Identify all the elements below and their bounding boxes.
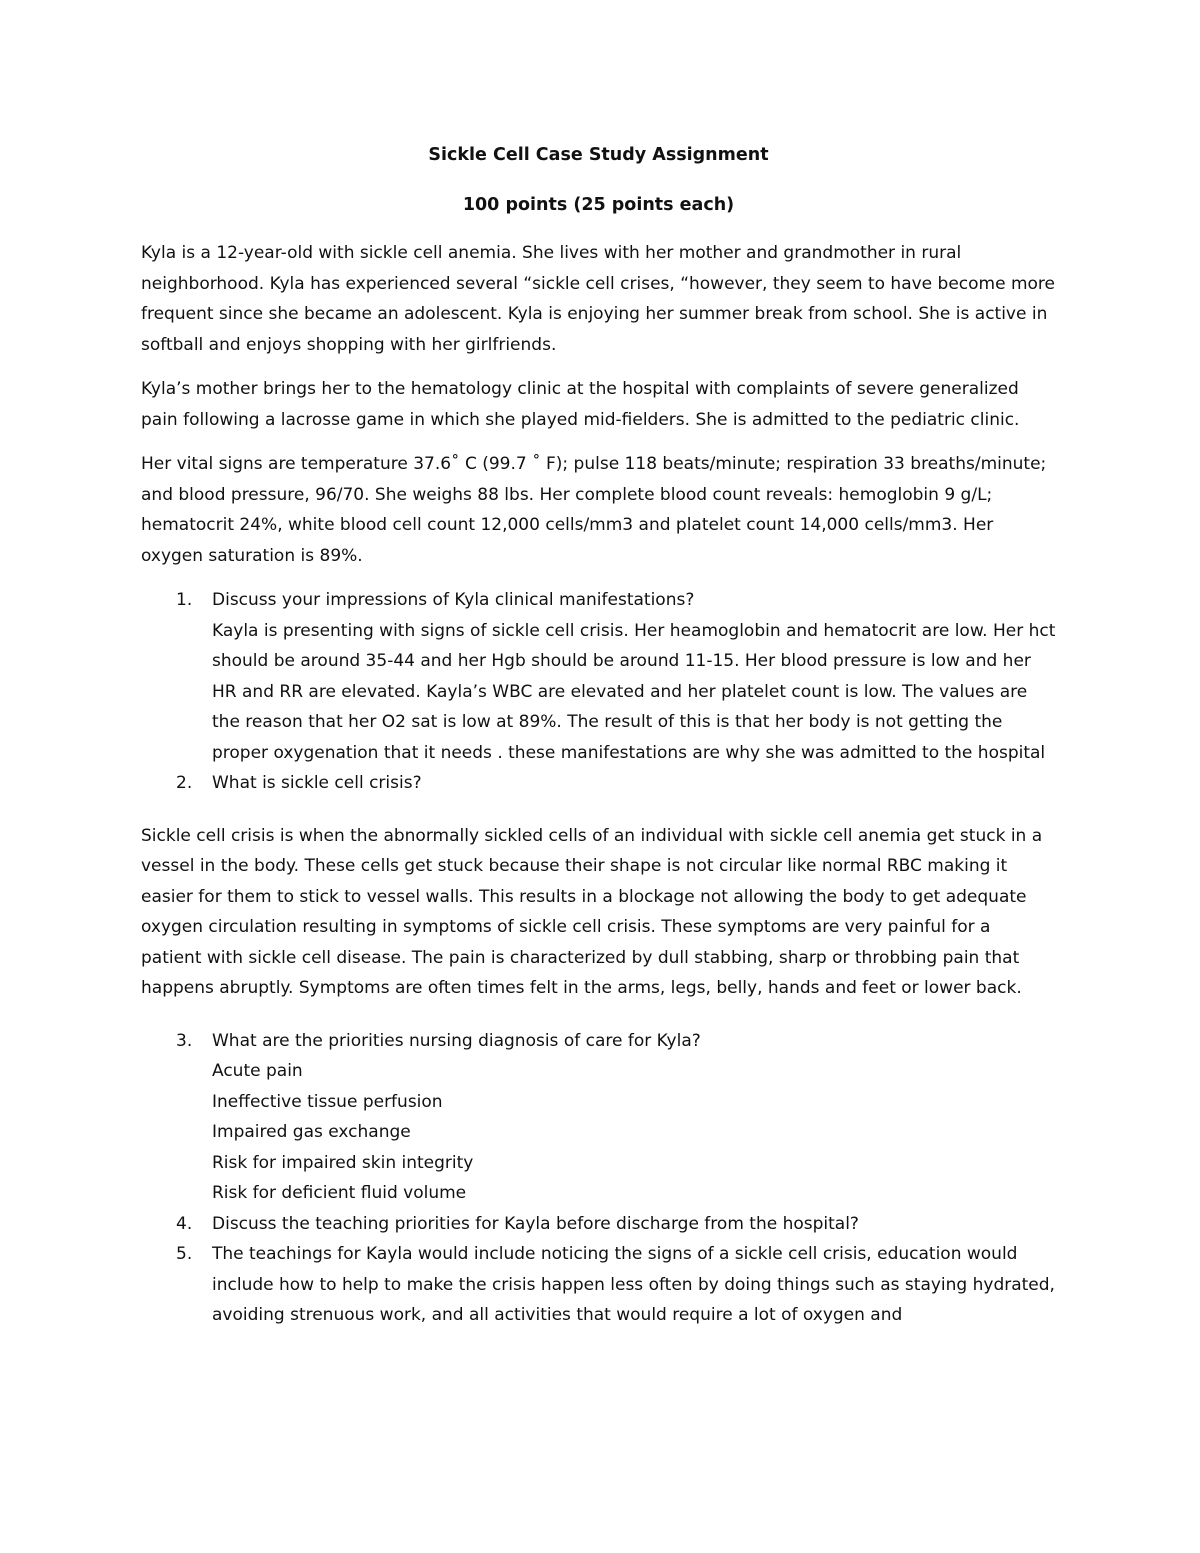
diagnosis-item: Impaired gas exchange [212,1122,411,1142]
answer-1: Kayla is presenting with signs of sickle cell crisis. Her heamoglobin and hematocrit are low. Her hct should be around 35-44 and her Hgb should be around 11-15. Her blood pressure is low and her HR and RR are elevated. Kayla’s WBC are elevated and her platelet count is low. The values are the reason that her O2 sat is low at 89%. The result of this is that her body is not getting the proper oxygenation that it needs . these manifestations are why she was admitted to the hospital [212,620,1056,763]
question-1-text: Discuss your impressions of Kyla clinical manifestations? [212,590,695,610]
question-3 [141,1026,1056,1057]
answer-2: Sickle cell crisis is when the abnormally sickled cells of an individual with sickle cell anemia get stuck in a vessel in the body. These cells get stuck because their shape is not circular like normal RBC making it easier for them to stick to vessel walls. This results in a blockage not allowing the body to get adequate oxygen circulation resulting in symptoms of sickle cell crisis. These symptoms are very painful for a patient with sickle cell disease. The pain is characterized by dull stabbing, sharp or throbbing pain that happens abruptly. Symptoms are often times felt in the arms, legs, belly, hands and feet or lower back. [141,825,1043,998]
question-4 [141,1209,1056,1240]
question-list-1 [141,585,1056,799]
intro-paragraph-2: Kyla’s mother brings her to the hematology clinic at the hospital with complaints of severe generalized pain following a lacrosse game in which she played mid-fielders. She is admitted to the pediatric clinic. [141,379,1020,430]
diagnosis-item: Risk for deficient fluid volume [212,1183,467,1203]
intro-paragraph-1: Kyla is a 12-year-old with sickle cell anemia. She lives with her mother and grandmother in rural neighborhood. Kyla has experienced several “sickle cell crises, “however, they seem to have become more frequent since she became an adolescent. Kyla is enjoying her summer break from school. She is active in softball and enjoys shopping with her girlfriends. [141,243,1055,355]
question-5 [141,1239,1056,1331]
question-5-number: 5. [176,1244,193,1264]
question-5-text: The teachings for Kayla would include noticing the signs of a sickle cell crisis, education would include how to help to make the crisis happen less often by doing things such as staying hydrated, avoiding strenuous work, and all activities that would require a lot of oxygen and [212,1244,1055,1325]
document-title: Sickle Cell Case Study Assignment [428,145,769,165]
diagnosis-item: Risk for impaired skin integrity [212,1152,474,1173]
question-3-text: What are the priorities nursing diagnosis of care for Kyla? [212,1030,701,1051]
question-2 [141,768,1056,799]
question-1-number: 1. [176,590,193,610]
question-2-number: 2. [176,773,193,793]
question-3-number: 3. [176,1030,193,1051]
document-subtitle: 100 points (25 points each) [462,195,735,215]
diagnosis-item: Acute pain [212,1061,303,1081]
question-1 [141,585,1056,616]
document-content [141,139,1056,1331]
question-4-text: Discuss the teaching priorities for Kayla before discharge from the hospital? [212,1213,859,1234]
intro-paragraph-3: Her vital signs are temperature 37.6˚ C (99.7 ˚ F); pulse 118 beats/minute; respiration 33 breaths/minute; and blood pressure, 96/70. She weighs 88 lbs. Her complete blood count reveals: hemoglobin 9 g/L; hematocrit 24%, white blood cell count 12,000 cells/mm3 and platelet count 14,000 cells/mm3. Her oxygen saturation is 89%. [141,454,1047,566]
question-list-2 [141,1026,1056,1331]
question-2-text: What is sickle cell crisis? [212,773,422,793]
diagnosis-item: Ineffective tissue perfusion [212,1091,443,1112]
question-4-number: 4. [176,1213,193,1234]
